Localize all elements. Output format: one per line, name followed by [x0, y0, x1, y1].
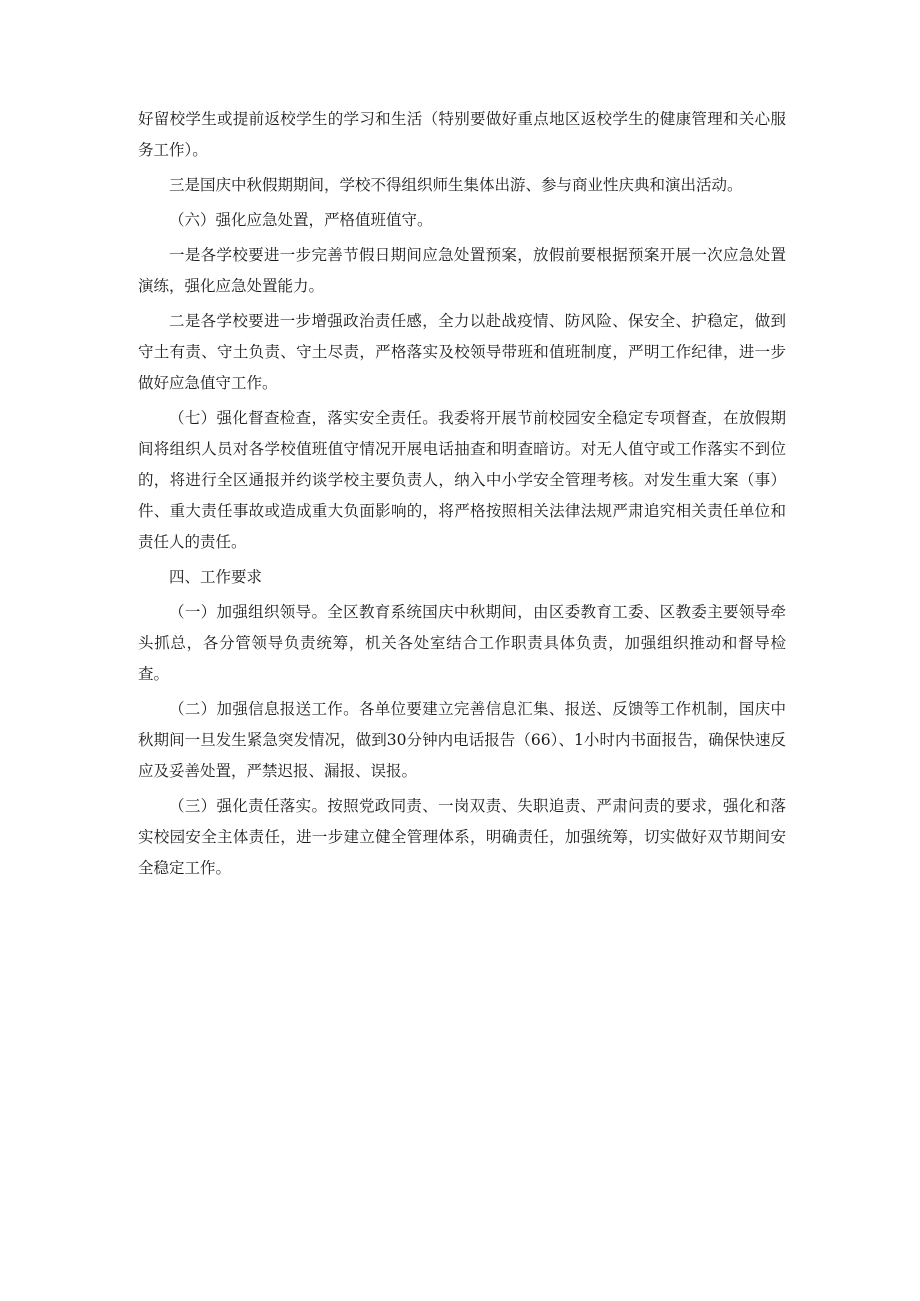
- section-heading-four: 四、工作要求: [169, 568, 263, 586]
- paragraph-item-one: 一是各学校要进一步完善节假日期间应急处置预案，放假前要根据预案开展一次应急处置演练，强化应急处置能力。: [138, 246, 786, 295]
- requirement-two: （二）加强信息报送工作。各单位要建立完善信息汇集、报送、反馈等工作机制，国庆中秋期间一旦发生紧急突发情况，做到30分钟内电话报告（66）、1小时内书面报告，确保快速反应及妥善处置，严禁迟报、漏报、误报。: [138, 700, 786, 780]
- paragraph-item-two: 二是各学校要进一步增强政治责任感，全力以赴战疫情、防风险、保安全、护稳定，做到守土有责、守土负责、守土尽责，严格落实及校领导带班和值班制度，严明工作纪律，进一步做好应急值守工作。: [138, 312, 786, 392]
- document-body: [138, 104, 786, 888]
- paragraph-continuation: 好留校学生或提前返校学生的学习和生活（特别要做好重点地区返校学生的健康管理和关心服务工作）。: [138, 110, 786, 159]
- section-heading-seven: （七）强化督查检查，落实安全责任。我委将开展节前校园安全稳定专项督查，在放假期间将组织人员对各学校值班值守情况开展电话抽查和明查暗访。对无人值守或工作落实不到位的，将进行全区通报并约谈学校主要负责人，纳入中小学安全管理考核。对发生重大案（事）件、重大责任事故或造成重大负面影响的，将严格按照相关法律法规严肃追究相关责任单位和责任人的责任。: [138, 409, 786, 551]
- paragraph-item-three: 三是国庆中秋假期期间，学校不得组织师生集体出游、参与商业性庆典和演出活动。: [169, 176, 743, 194]
- requirement-one: （一）加强组织领导。全区教育系统国庆中秋期间，由区委教育工委、区教委主要领导牵头抓总，各分管领导负责统筹，机关各处室结合工作职责具体负责，加强组织推动和督导检查。: [138, 603, 786, 683]
- requirement-three: （三）强化责任落实。按照党政同责、一岗双责、失职追责、严肃问责的要求，强化和落实校园安全主体责任，进一步建立健全管理体系，明确责任，加强统筹，切实做好双节期间安全稳定工作。: [138, 797, 786, 877]
- section-heading-six: （六）强化应急处置，严格值班值守。: [169, 211, 433, 229]
